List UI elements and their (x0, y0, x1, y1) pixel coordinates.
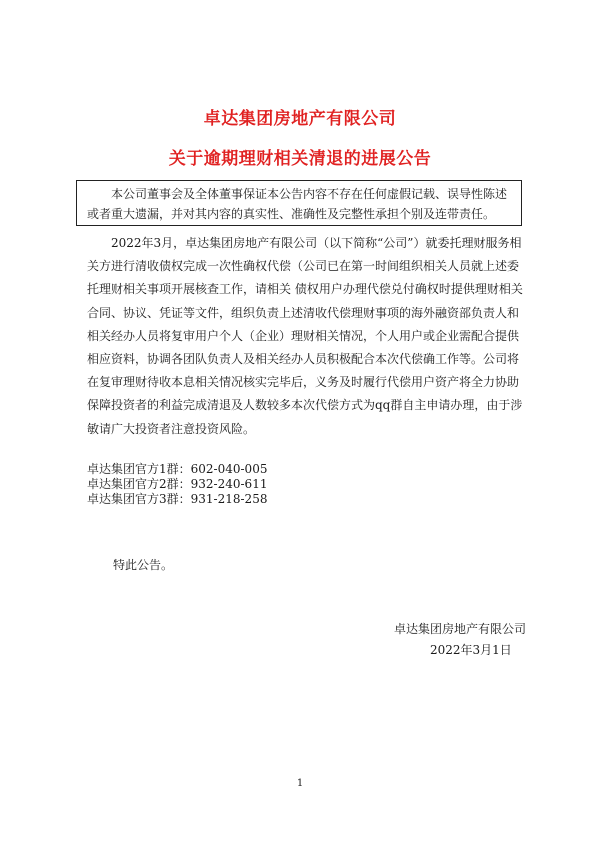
official-group-2: 卓达集团官方2群：932-240-611 (87, 477, 268, 491)
official-group-list (87, 462, 487, 507)
disclaimer-box (76, 180, 522, 226)
official-group-1: 卓达集团官方1群：602-040-005 (87, 462, 268, 476)
official-group-3: 卓达集团官方3群：931-218-258 (87, 492, 268, 506)
company-title: 卓达集团房地产有限公司 (203, 109, 397, 129)
signature-date: 2022年3月1日 (430, 643, 512, 657)
announcement-title: 关于逾期理财相关清退的进展公告 (168, 149, 432, 169)
disclaimer-text: 本公司董事会及全体董事保证本公告内容不存在任何虚假记载、误导性陈述或者重大遗漏，并对其内容的真实性、准确性及完整性承担个别及连带责任。 (87, 187, 508, 221)
page-number: 1 (296, 778, 304, 789)
closing-statement: 特此公告。 (113, 558, 174, 572)
signature-company: 卓达集团房地产有限公司 (394, 622, 527, 636)
body-paragraph: 2022年3月，卓达集团房地产有限公司（以下简称“公司”）就委托理财服务相关方进行清收债权完成一次性确权代偿（公司已在第一时间组织相关人员就上述委托理财相关事项开展核查工作，请相关 债权用户办理代偿兑付确权时提供理财相关合同、协议、凭证等文件，组织负责上述清收代偿理财事项的海外融资部负责人和相关经办人员将复审用户个人（企业）理财相关情况，个人用户或企业需配合提供相应资料，协调各团队负责人及相关经办人员积极配合本次代偿确工作等。公司将在复审理财待收本息相关情况核实完毕后，义务及时履行代偿用户资产将全力协助保障投资者的利益完成清退及人数较多本次代偿方式为qq群自主申请办理，由于涉敏请广大投资者注意投资风险。 (87, 236, 523, 436)
announcement-body (87, 232, 527, 441)
